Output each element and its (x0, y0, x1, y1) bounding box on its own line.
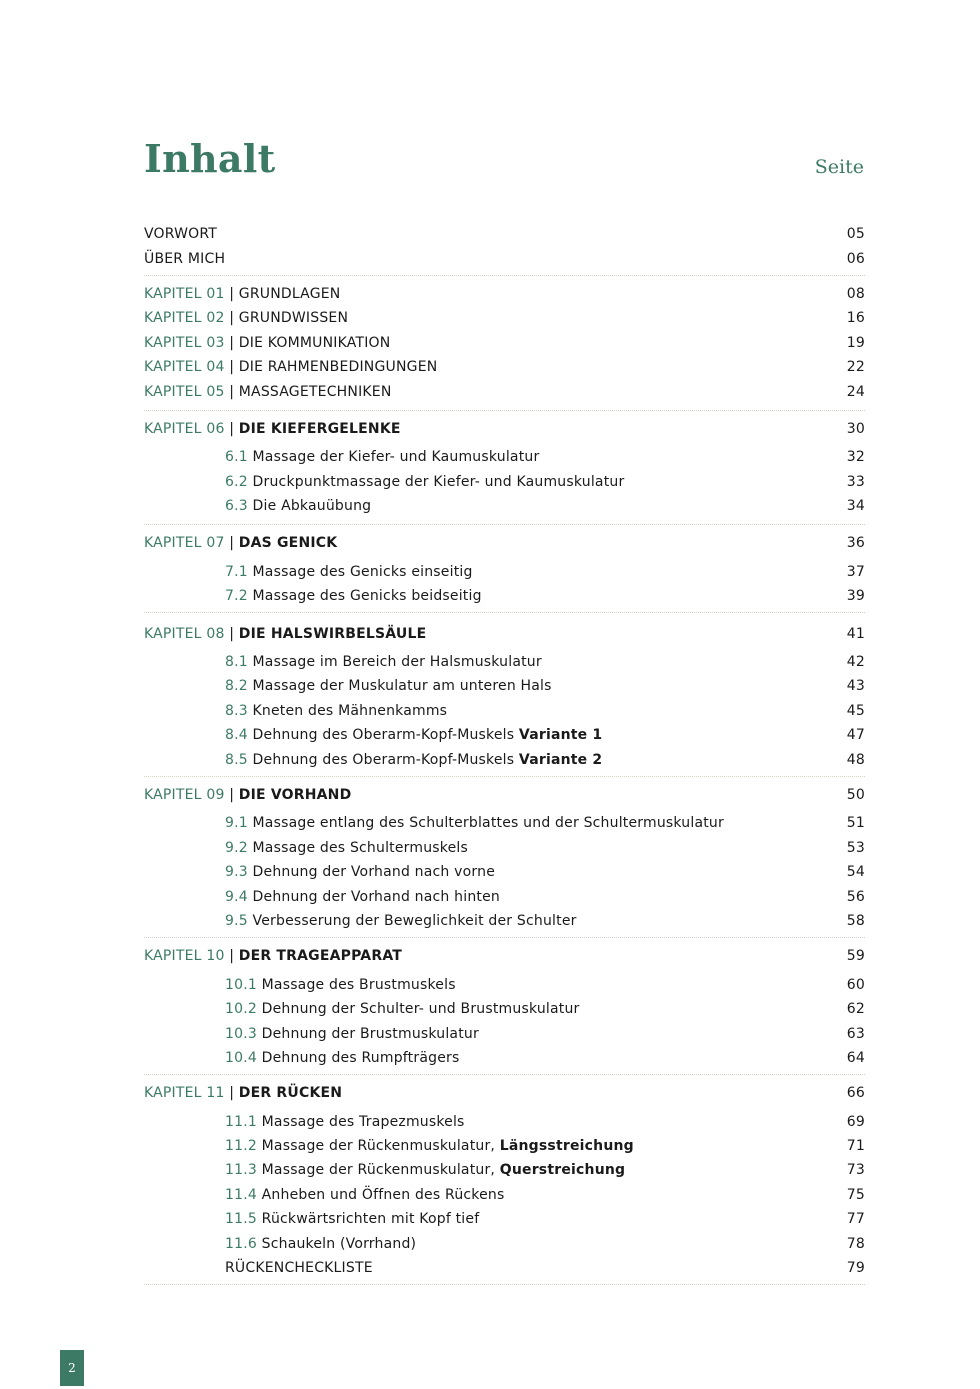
toc-section-row[interactable] (144, 1110, 865, 1134)
section-title: Druckpunktmassage der Kiefer- und Kaumuskulatur (252, 473, 625, 490)
toc-chapter-row[interactable] (144, 331, 865, 355)
section-number: 6.3 (225, 498, 248, 515)
toc-chapter-row[interactable] (144, 355, 865, 379)
section-title: Dehnung der Schulter- und Brustmuskulatur (261, 1001, 580, 1018)
section-number: 11.4 (225, 1186, 257, 1203)
toc-section-row[interactable] (144, 699, 865, 723)
page-number: 51 (846, 815, 865, 832)
toc-entry-title (144, 564, 473, 580)
page-number: 30 (846, 420, 865, 437)
page-number: 19 (846, 334, 865, 351)
toc-chapter-row[interactable] (144, 783, 865, 807)
chapter-name: DIE HALSWIRBELSÄULE (238, 625, 427, 642)
section-number: 6.1 (225, 449, 248, 466)
entry-title: ÜBER MICH (144, 250, 226, 267)
section-title: Dehnung des Rumpfträgers (261, 1049, 460, 1066)
toc-section-row[interactable] (144, 811, 865, 835)
page-number: 58 (846, 912, 865, 929)
toc-group (144, 613, 865, 776)
section-title: Massage des Schultermuskels (252, 839, 468, 856)
page-number: 41 (846, 625, 865, 642)
chapter-separator: | (229, 420, 235, 437)
page-number: 32 (846, 449, 865, 466)
toc-entry-title (144, 752, 602, 768)
toc-entry-title (144, 1260, 373, 1276)
section-number: 9.4 (225, 888, 248, 905)
page-number: 79 (846, 1260, 865, 1277)
page-number: 43 (846, 678, 865, 695)
section-title: Die Abkauübung (252, 498, 372, 515)
toc-section-row[interactable] (144, 860, 865, 884)
toc-section-row[interactable] (144, 494, 865, 518)
toc-section-row[interactable] (144, 884, 865, 908)
chapter-number: KAPITEL 03 (144, 334, 225, 351)
page-number: 34 (846, 498, 865, 515)
toc-entry-title (144, 864, 495, 880)
chapter-number: KAPITEL 04 (144, 359, 225, 376)
toc-entry-title (144, 1138, 634, 1154)
toc-entry-title (144, 421, 401, 437)
page-number: 08 (846, 285, 865, 302)
toc-section-row[interactable] (144, 1256, 865, 1280)
toc-chapter-row[interactable] (144, 306, 865, 330)
toc-entry-title (144, 1026, 479, 1042)
toc-group (144, 276, 865, 411)
section-title: Dehnung des Oberarm-Kopf-Muskels (252, 727, 515, 744)
section-title: RÜCKENCHECKLISTE (225, 1260, 373, 1277)
page-title: Inhalt (144, 136, 276, 181)
chapter-number: KAPITEL 10 (144, 948, 225, 965)
toc-entry-title (144, 1114, 465, 1130)
toc-entry-title (144, 727, 602, 743)
chapter-separator: | (229, 383, 235, 400)
toc-entry-title (144, 1162, 625, 1178)
page-number: 64 (846, 1049, 865, 1066)
chapter-number: KAPITEL 05 (144, 383, 225, 400)
section-title: Massage der Kiefer- und Kaumuskulatur (252, 449, 540, 466)
toc-entry-title (144, 787, 351, 803)
section-title: Dehnung des Oberarm-Kopf-Muskels (252, 751, 515, 768)
toc-section-row[interactable] (144, 997, 865, 1021)
toc-entry-title (144, 535, 337, 551)
section-emphasis: Querstreichung (499, 1162, 626, 1179)
section-number: 7.2 (225, 588, 248, 605)
section-title: Dehnung der Vorhand nach vorne (252, 864, 496, 881)
section-number: 8.3 (225, 702, 248, 719)
chapter-name: GRUNDLAGEN (238, 285, 341, 302)
page-number: 71 (846, 1138, 865, 1155)
toc-entry-title (144, 1085, 342, 1101)
page-number: 48 (846, 751, 865, 768)
toc-entry-title (144, 678, 552, 694)
section-title: Massage der Rückenmuskulatur, (261, 1162, 496, 1179)
toc-entry-title (144, 1211, 479, 1227)
toc-entry-title (144, 703, 447, 719)
chapter-separator: | (229, 334, 235, 351)
toc-section-row[interactable] (144, 1158, 865, 1182)
chapter-separator: | (229, 535, 235, 552)
toc-section-row[interactable] (144, 445, 865, 469)
page-number: 06 (846, 250, 865, 267)
page-number: 50 (846, 787, 865, 803)
toc-entry-title (144, 588, 482, 604)
page-number: 69 (846, 1113, 865, 1130)
toc-entry-row[interactable] (144, 246, 865, 270)
chapter-name: MASSAGETECHNIKEN (238, 383, 392, 400)
toc-section-row[interactable] (144, 1183, 865, 1207)
chapter-separator: | (229, 787, 235, 803)
chapter-name: DER RÜCKEN (238, 1085, 343, 1102)
toc-entry-title (144, 335, 390, 351)
section-title: Massage des Genicks einseitig (252, 563, 473, 580)
toc-chapter-row[interactable] (144, 531, 865, 555)
chapter-name: DIE RAHMENBEDINGUNGEN (238, 359, 438, 376)
section-title: Rückwärtsrichten mit Kopf tief (261, 1211, 480, 1228)
toc-section-row[interactable] (144, 836, 865, 860)
section-number: 11.2 (225, 1138, 257, 1155)
toc-entry-title (144, 251, 225, 267)
section-number: 7.1 (225, 563, 248, 580)
section-title: Schaukeln (Vorrhand) (261, 1235, 417, 1252)
section-number: 11.3 (225, 1162, 257, 1179)
toc-section-row[interactable] (144, 1021, 865, 1045)
toc-group (144, 938, 865, 1075)
chapter-name: DIE VORHAND (238, 787, 352, 803)
toc-section-row[interactable] (144, 584, 865, 608)
chapter-separator: | (229, 310, 235, 327)
toc-entry-title (144, 948, 402, 964)
toc-entry-title (144, 815, 724, 831)
toc-entry-title (144, 889, 500, 905)
chapter-number: KAPITEL 06 (144, 420, 225, 437)
section-number: 8.2 (225, 678, 248, 695)
section-number: 9.2 (225, 839, 248, 856)
section-number: 9.1 (225, 815, 248, 832)
page-number: 39 (846, 588, 865, 605)
section-number: 10.1 (225, 976, 257, 993)
chapter-number: KAPITEL 09 (144, 787, 225, 803)
chapter-separator: | (229, 625, 235, 642)
page-number: 77 (846, 1211, 865, 1228)
chapter-separator: | (229, 948, 235, 965)
toc-entry-title (144, 226, 217, 242)
section-emphasis: Variante 2 (518, 751, 603, 768)
toc-group (144, 216, 865, 276)
section-emphasis: Variante 1 (518, 727, 603, 744)
section-number: 9.3 (225, 864, 248, 881)
page-number: 42 (846, 654, 865, 671)
section-number: 9.5 (225, 912, 248, 929)
page-number: 37 (846, 563, 865, 580)
section-number: 10.2 (225, 1001, 257, 1018)
chapter-name: DIE KIEFERGELENKE (238, 420, 401, 437)
toc-section-row[interactable] (144, 1134, 865, 1158)
section-number: 10.3 (225, 1025, 257, 1042)
toc-group (144, 411, 865, 526)
section-number: 8.4 (225, 727, 248, 744)
section-number: 8.5 (225, 751, 248, 768)
page-number: 54 (846, 864, 865, 881)
page-number: 66 (846, 1085, 865, 1102)
toc-section-row[interactable] (144, 560, 865, 584)
toc-section-row[interactable] (144, 723, 865, 747)
section-title: Dehnung der Brustmuskulatur (261, 1025, 479, 1042)
toc-section-row[interactable] (144, 747, 865, 771)
toc-chapter-row[interactable] (144, 1081, 865, 1105)
toc-section-row[interactable] (144, 1231, 865, 1255)
section-number: 8.1 (225, 654, 248, 671)
chapter-separator: | (229, 1085, 235, 1102)
section-title: Massage der Rückenmuskulatur, (261, 1138, 496, 1155)
page-number: 60 (846, 976, 865, 993)
page-number: 75 (846, 1186, 865, 1203)
section-title: Massage des Trapezmuskels (261, 1113, 465, 1130)
chapter-separator: | (229, 285, 235, 302)
toc-entry-title (144, 474, 624, 490)
toc-entry-title (144, 310, 348, 326)
chapter-name: GRUNDWISSEN (238, 310, 349, 327)
toc-entry-row[interactable] (144, 222, 865, 246)
toc-entry-title (144, 359, 437, 375)
page-number: 24 (846, 383, 865, 400)
toc-entry-title (144, 840, 468, 856)
toc-entry-title (144, 384, 392, 400)
toc-entry-title (144, 913, 577, 929)
toc-group (144, 1075, 865, 1285)
toc-entry-title (144, 1050, 459, 1066)
section-title: Verbesserung der Beweglichkeit der Schulter (252, 912, 577, 929)
toc-section-row[interactable] (144, 674, 865, 698)
chapter-number: KAPITEL 02 (144, 310, 225, 327)
toc-entry-title (144, 654, 542, 670)
toc-chapter-row[interactable] (144, 944, 865, 968)
toc-chapter-row[interactable] (144, 417, 865, 441)
toc-section-row[interactable] (144, 909, 865, 933)
chapter-name: DER TRAGEAPPARAT (238, 948, 403, 965)
toc-entry-title (144, 449, 539, 465)
page-number: 59 (846, 948, 865, 965)
chapter-separator: | (229, 359, 235, 376)
section-title: Anheben und Öffnen des Rückens (261, 1186, 505, 1203)
toc-section-row[interactable] (144, 973, 865, 997)
footer-page-number: 2 (60, 1350, 84, 1386)
toc-entry-title (144, 286, 340, 302)
section-title: Massage des Genicks beidseitig (252, 588, 482, 605)
section-number: 6.2 (225, 473, 248, 490)
page-column-label: Seite (814, 156, 864, 178)
table-of-contents (144, 216, 865, 1285)
page-number: 05 (846, 226, 865, 243)
page-number: 16 (846, 310, 865, 327)
page-number: 78 (846, 1235, 865, 1252)
toc-chapter-row[interactable] (144, 282, 865, 306)
section-number: 11.6 (225, 1235, 257, 1252)
section-title: Dehnung der Vorhand nach hinten (252, 888, 500, 905)
section-title: Massage im Bereich der Halsmuskulatur (252, 654, 542, 671)
toc-section-row[interactable] (144, 1207, 865, 1231)
section-number: 10.4 (225, 1049, 257, 1066)
page-number: 56 (846, 888, 865, 905)
section-emphasis: Längsstreichung (499, 1138, 634, 1155)
page-number: 36 (846, 535, 865, 552)
toc-entry-title (144, 498, 371, 514)
toc-entry-title (144, 977, 456, 993)
chapter-number: KAPITEL 01 (144, 285, 225, 302)
page-number: 33 (846, 473, 865, 490)
toc-section-row[interactable] (144, 1046, 865, 1070)
page-number: 22 (846, 359, 865, 376)
toc-chapter-row[interactable] (144, 379, 865, 403)
section-title: Massage entlang des Schulterblattes und der Schultermuskulatur (252, 815, 724, 832)
section-number: 11.5 (225, 1211, 257, 1228)
toc-group (144, 525, 865, 613)
toc-section-row[interactable] (144, 470, 865, 494)
toc-chapter-row[interactable] (144, 621, 865, 645)
section-title: Massage des Brustmuskels (261, 976, 456, 993)
toc-entry-title (144, 1187, 504, 1203)
page-number: 62 (846, 1001, 865, 1018)
page-number: 47 (846, 727, 865, 744)
chapter-name: DAS GENICK (238, 535, 338, 552)
page-number: 63 (846, 1025, 865, 1042)
page-number: 73 (846, 1162, 865, 1179)
toc-entry-title (144, 626, 426, 642)
chapter-name: DIE KOMMUNIKATION (238, 334, 391, 351)
section-title: Massage der Muskulatur am unteren Hals (252, 678, 552, 695)
chapter-number: KAPITEL 07 (144, 535, 225, 552)
page-number: 45 (846, 702, 865, 719)
toc-entry-title (144, 1001, 580, 1017)
chapter-number: KAPITEL 08 (144, 625, 225, 642)
toc-entry-title (144, 1236, 416, 1252)
page-number: 53 (846, 839, 865, 856)
toc-section-row[interactable] (144, 650, 865, 674)
entry-title: VORWORT (144, 226, 218, 243)
toc-group (144, 777, 865, 938)
section-number: 11.1 (225, 1113, 257, 1130)
chapter-number: KAPITEL 11 (144, 1085, 225, 1102)
section-title: Kneten des Mähnenkamms (252, 702, 448, 719)
